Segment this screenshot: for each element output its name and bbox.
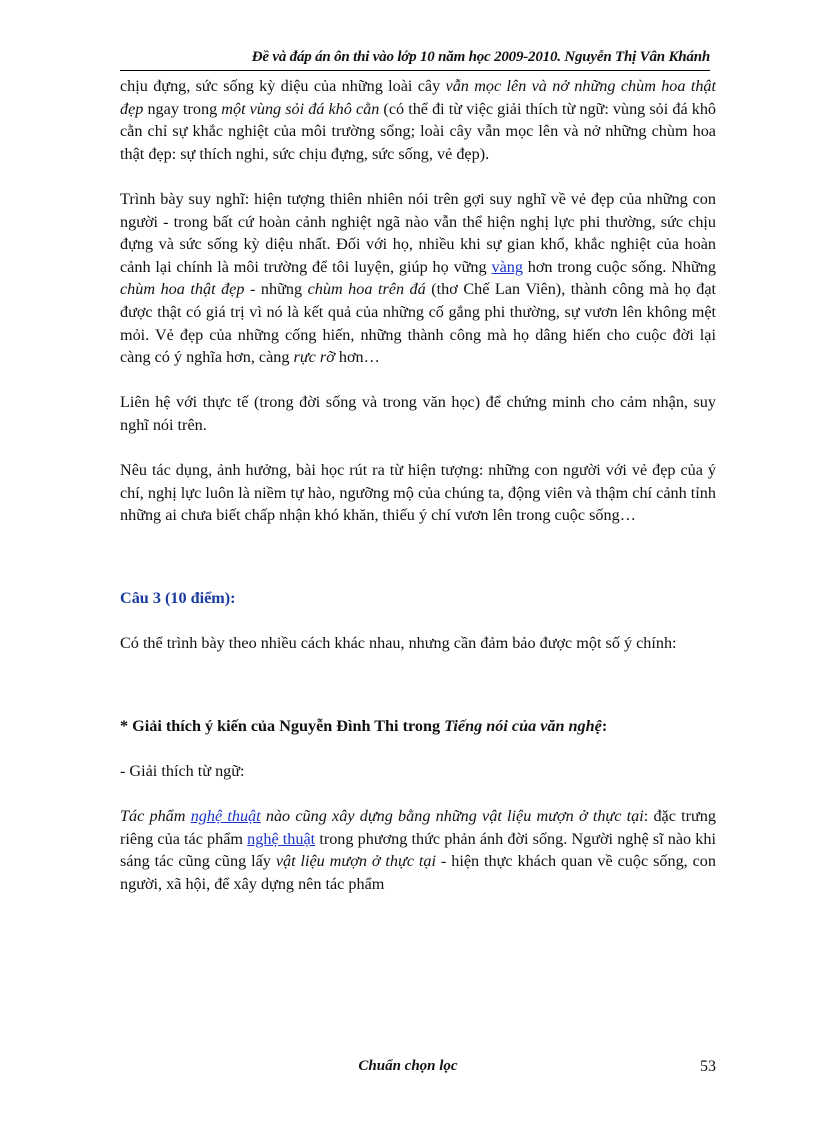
text: chịu đựng, sức sống kỳ diệu của những loài cây bbox=[120, 77, 446, 95]
paragraph-3: Liên hệ với thực tế (trong đời sống và trong văn học) để chứng minh cho cảm nhận, suy nghĩ nói trên. bbox=[120, 393, 716, 434]
italic-text: Tiếng nói của văn nghệ bbox=[444, 716, 602, 735]
paragraph-2 bbox=[120, 188, 716, 369]
page-header: Đề và đáp án ôn thi vào lớp 10 năm học 2009-2010. Nguyễn Thị Vân Khánh bbox=[120, 44, 710, 71]
italic-text: rực rỡ bbox=[293, 348, 335, 367]
text: - hiện thực khách quan về cuộc sống, con người, xã hội, để xây dựng nên tác phẩm bbox=[120, 852, 716, 893]
page-number: 53 bbox=[700, 1058, 716, 1075]
italic-text: nào cũng xây dựng bằng những vật liệu mượn ở thực tại bbox=[260, 807, 644, 826]
italic-text: chùm hoa thật đẹp bbox=[120, 280, 245, 299]
text: - những bbox=[244, 280, 308, 299]
paragraph-6: - Giải thích từ ngữ: bbox=[120, 761, 245, 780]
text: (thơ Chế Lan Viên), thành công mà họ đạt được thật có giá trị vì nó là kết quả của những cố gắng phi thường, sự vươn lên không mệt mỏi. Vẻ đẹp của những cống hiến, những thành công mà họ dâng hiến cho cuộc đời lại càng có ý nghĩa hơn, càng bbox=[120, 280, 717, 367]
text: * Giải thích ý kiến của Nguyễn Đình Thi trong bbox=[120, 716, 445, 735]
link-nghe-thuat-2[interactable]: nghệ thuật bbox=[247, 829, 316, 848]
section-heading bbox=[120, 715, 716, 738]
italic-text: một vùng sỏi đá khô cằn bbox=[221, 99, 380, 118]
question-label: Câu 3 bbox=[120, 588, 161, 607]
link-nghe-thuat-1[interactable] bbox=[191, 807, 261, 825]
paragraph-1 bbox=[120, 75, 716, 165]
italic-text: vẫn mọc lên và nở những chùm hoa thật đẹp bbox=[120, 77, 717, 118]
text: hơn trong cuộc sống. Những bbox=[522, 257, 716, 276]
text: trong phương thức phản ánh đời sống. Người nghệ sĩ nào khi sáng tác cũng cũng lấy bbox=[120, 829, 716, 871]
italic-text: vật liệu mượn ở thực tại bbox=[275, 852, 437, 871]
text: : bbox=[601, 716, 608, 735]
paragraph-4: Nêu tác dụng, ảnh hưởng, bài học rút ra từ hiện tượng: những con người với vẻ đẹp của ý chí, nghị lực luôn là niềm tự hào, ngưỡng mộ của chúng ta, động viên và thậm chí cảnh tỉnh những ai chưa biết chấp nhận khó khăn, thiếu ý chí vươn lên trong cuộc sống… bbox=[120, 461, 716, 525]
text: hơn… bbox=[334, 348, 380, 367]
text: (có thể đi từ việc giải thích từ ngữ: vùng sỏi đá khô cằn chỉ sự khắc nghiệt của môi trường sống; loài cây vẫn mọc lên và nở những chùm hoa thật đẹp: sự thích nghi, sức chịu đựng, sức sống, vẻ đẹp). bbox=[120, 99, 717, 163]
text: : đặc trưng riêng của tác phẩm bbox=[120, 807, 716, 848]
paragraph-7 bbox=[120, 805, 716, 895]
italic-text: Tác phẩm bbox=[120, 807, 191, 826]
footer-label: Chuẩn chọn lọc bbox=[358, 1058, 458, 1074]
question-points: (10 điểm): bbox=[160, 588, 236, 607]
text: ngay trong bbox=[143, 99, 222, 118]
link-vang[interactable]: vàng bbox=[491, 257, 523, 276]
text: Trình bày suy nghĩ: hiện tượng thiên nhiên nói trên gợi suy nghĩ về vẻ đẹp của những con người - trong bất cứ hoàn cảnh nghiệt ngã nào vẫn thể hiện nghị lực phi thường, sức chịu đựng và sức sống kỳ diệu nhất. Đối với họ, nhiều khi sự gian khổ, khắc nghiệt của hoàn cảnh lại chính là môi trường để tôi luyện, giúp họ vững bbox=[120, 189, 716, 276]
link-text: nghệ thuật bbox=[190, 807, 261, 826]
page-content bbox=[120, 75, 716, 895]
cau3-heading bbox=[120, 587, 716, 610]
italic-text: chùm hoa trên đá bbox=[307, 280, 426, 299]
paragraph-5: Có thể trình bày theo nhiều cách khác nhau, nhưng cần đảm bảo được một số ý chính: bbox=[120, 634, 677, 653]
